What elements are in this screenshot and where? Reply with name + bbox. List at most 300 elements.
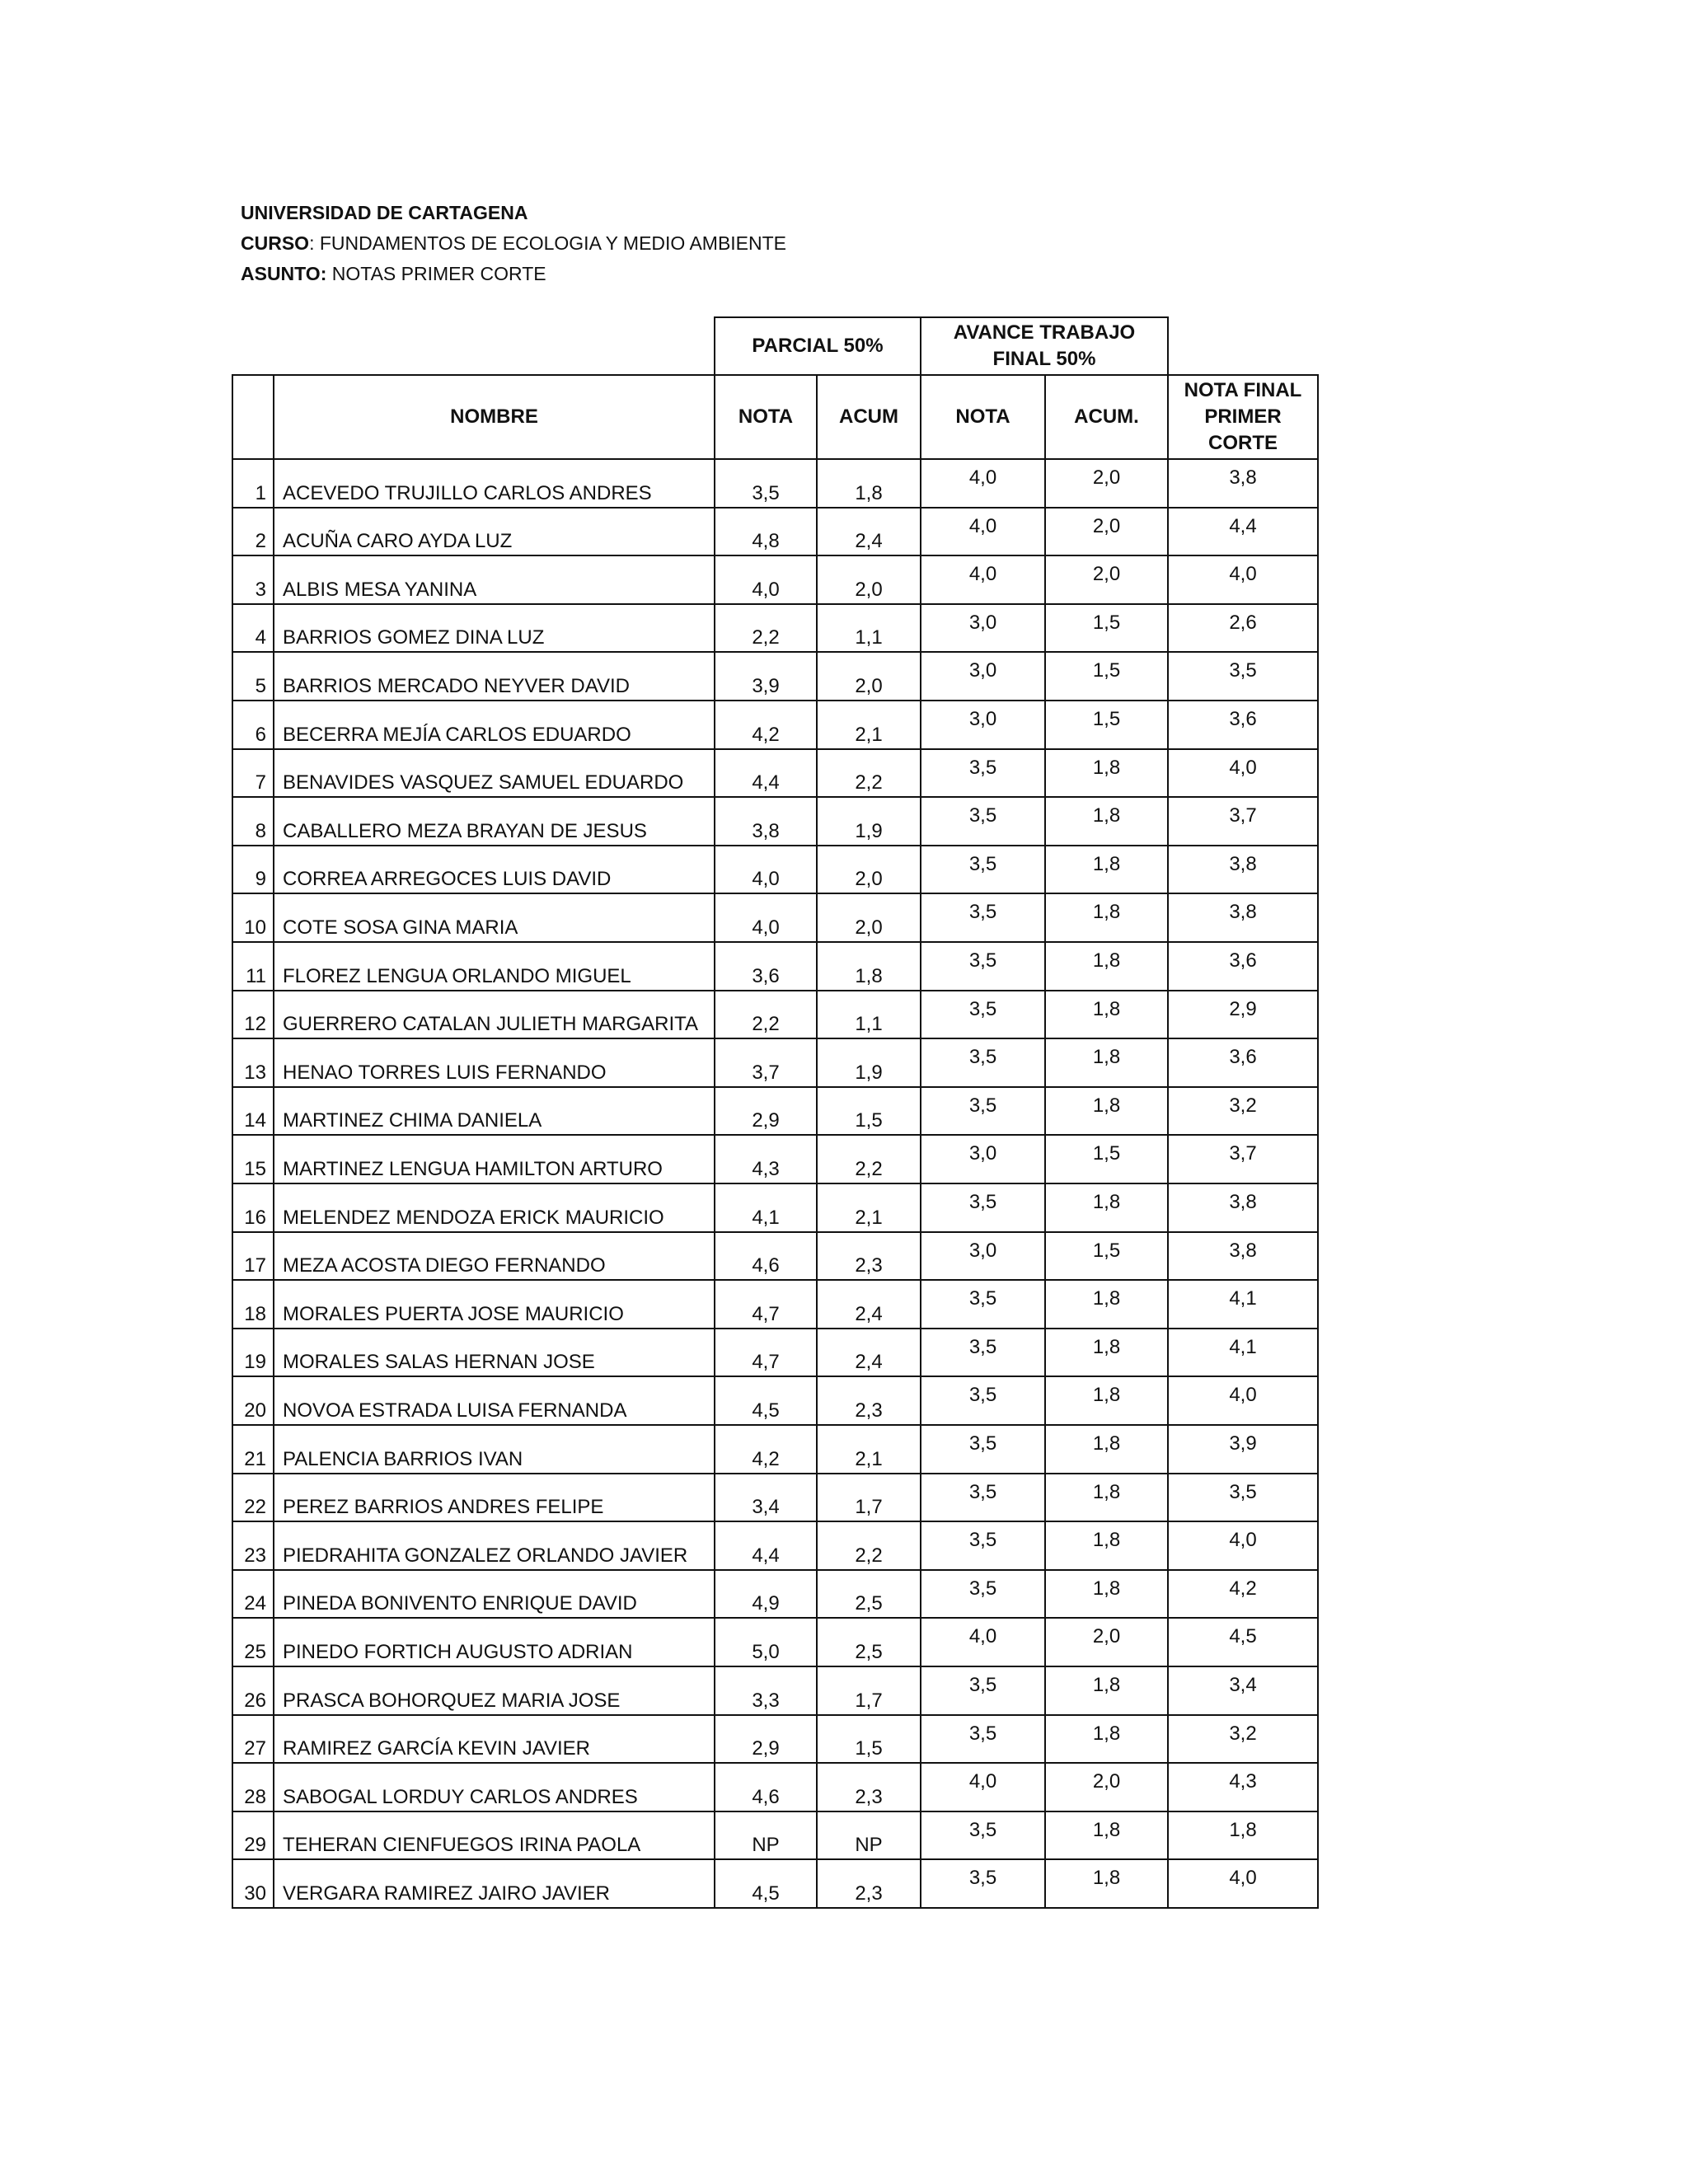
nota-final-cell [1167,1376,1319,1426]
avance-acum-value: 1,8 [1092,1577,1121,1600]
row-index-value: 27 [244,1737,266,1760]
avance-acum-value: 2,0 [1092,515,1121,537]
parcial-nota-value: 4,3 [752,1158,780,1180]
student-name-cell [273,845,715,894]
row-index-value: 11 [246,965,266,987]
parcial-nota-value: 3,9 [752,675,780,697]
column-header-parcial-nota: NOTA [714,374,818,460]
nota-final-cell [1167,1328,1319,1377]
parcial-nota-value: 4,0 [752,868,780,890]
nota-final-value: 1,8 [1229,1819,1257,1841]
nota-final-cell [1167,1038,1319,1088]
parcial-acum-cell [816,1473,921,1522]
nota-final-value: 4,0 [1229,1384,1257,1406]
parcial-nota-value: 4,4 [752,771,780,794]
row-index-cell [232,1569,274,1619]
avance-acum-cell [1044,507,1169,556]
row-index-cell [232,1183,274,1233]
avance-acum-value: 1,8 [1092,1336,1121,1358]
parcial-nota-value: 2,9 [752,1737,780,1760]
parcial-acum-cell [816,1183,921,1233]
row-index-value: 4 [255,626,266,649]
student-name-cell [273,1714,715,1764]
student-name-value: MORALES SALAS HERNAN JOSE [283,1351,595,1373]
parcial-nota-value: 4,6 [752,1786,780,1808]
avance-acum-cell [1044,700,1169,750]
parcial-nota-cell [714,555,818,605]
parcial-nota-cell [714,845,818,894]
student-name-cell [273,1134,715,1184]
nota-final-cell [1167,507,1319,556]
row-index-cell [232,1328,274,1377]
student-name-cell [273,748,715,798]
parcial-acum-value: 2,2 [855,771,883,794]
parcial-nota-cell [714,1666,818,1716]
nota-final-cell [1167,1279,1319,1329]
nota-final-value: 3,8 [1229,1191,1257,1213]
avance-acum-cell [1044,1811,1169,1860]
avance-nota-cell [920,1038,1046,1088]
avance-acum-value: 1,8 [1092,1191,1121,1213]
parcial-nota-value: 4,8 [752,530,780,552]
parcial-acum-cell [816,1617,921,1667]
parcial-nota-value: 5,0 [752,1641,780,1663]
row-index-cell [232,651,274,701]
student-name-value: VERGARA RAMIREZ JAIRO JAVIER [283,1882,610,1905]
student-name-cell [273,1811,715,1860]
nota-final-value: 4,1 [1229,1336,1257,1358]
avance-nota-cell [920,603,1046,653]
avance-acum-value: 1,8 [1092,949,1121,972]
row-index-cell [232,1617,274,1667]
row-index-value: 6 [255,724,266,746]
avance-acum-value: 1,8 [1092,998,1121,1020]
avance-nota-value: 3,5 [968,1287,997,1310]
student-name-cell [273,1858,715,1909]
parcial-nota-value: 3,7 [752,1062,780,1084]
row-index-cell [232,1424,274,1474]
group-header-parcial: PARCIAL 50% [714,316,921,376]
nota-final-cell [1167,458,1319,509]
nota-final-cell [1167,893,1319,943]
avance-acum-value: 1,8 [1092,1529,1121,1551]
nota-final-value: 3,8 [1229,901,1257,923]
avance-nota-value: 3,5 [968,1046,997,1068]
parcial-nota-value: 4,4 [752,1544,780,1567]
avance-acum-value: 1,8 [1092,804,1121,827]
student-name-value: MEZA ACOSTA DIEGO FERNANDO [283,1254,606,1277]
row-index-value: 26 [244,1690,266,1712]
parcial-nota-cell [714,1473,818,1522]
avance-acum-value: 1,8 [1092,1722,1121,1745]
row-index-cell [232,845,274,894]
parcial-acum-cell [816,1231,921,1281]
parcial-acum-value: 2,5 [855,1592,883,1615]
row-index-cell [232,1666,274,1716]
parcial-nota-cell [714,1569,818,1619]
avance-acum-cell [1044,1328,1169,1377]
student-name-cell [273,1569,715,1619]
student-name-cell [273,1762,715,1812]
parcial-nota-value: 4,1 [752,1207,780,1229]
nota-final-cell [1167,1569,1319,1619]
avance-nota-value: 3,5 [968,1191,997,1213]
student-name-value: TEHERAN CIENFUEGOS IRINA PAOLA [283,1834,641,1856]
avance-acum-cell [1044,1858,1169,1909]
row-index-value: 21 [244,1448,266,1470]
avance-nota-value: 3,0 [968,659,997,682]
avance-nota-cell [920,941,1046,991]
student-name-value: RAMIREZ GARCÍA KEVIN JAVIER [283,1737,590,1760]
nota-final-cell [1167,1714,1319,1764]
nota-final-cell [1167,1086,1319,1136]
nota-final-value: 3,7 [1229,1142,1257,1165]
row-index-cell [232,941,274,991]
parcial-nota-cell [714,1714,818,1764]
avance-nota-value: 3,5 [968,1336,997,1358]
parcial-acum-cell [816,796,921,846]
avance-acum-cell [1044,893,1169,943]
parcial-acum-value: 1,8 [855,965,883,987]
parcial-acum-value: 2,2 [855,1158,883,1180]
nota-final-value: 3,9 [1229,1432,1257,1455]
row-index-value: 16 [244,1207,266,1229]
avance-acum-value: 1,5 [1092,708,1121,730]
parcial-nota-cell [714,1231,818,1281]
avance-nota-value: 3,5 [968,1094,997,1117]
row-index-cell [232,1858,274,1909]
nota-final-cell [1167,700,1319,750]
row-index-cell [232,1038,274,1088]
student-name-value: SABOGAL LORDUY CARLOS ANDRES [283,1786,638,1808]
parcial-acum-value: 2,1 [855,1448,883,1470]
student-name-value: NOVOA ESTRADA LUISA FERNANDA [283,1399,627,1422]
student-name-cell [273,1279,715,1329]
student-name-cell [273,796,715,846]
avance-nota-cell [920,700,1046,750]
student-name-cell [273,1183,715,1233]
parcial-acum-cell [816,990,921,1039]
institution-line: UNIVERSIDAD DE CARTAGENA [241,202,528,223]
student-name-cell [273,893,715,943]
row-index-value: 14 [244,1109,266,1132]
student-name-cell [273,507,715,556]
nota-final-value: 4,2 [1229,1577,1257,1600]
nota-final-cell [1167,1424,1319,1474]
parcial-nota-cell [714,651,818,701]
student-name-cell [273,941,715,991]
nota-final-value: 3,5 [1229,1481,1257,1503]
avance-nota-cell [920,1762,1046,1812]
student-name-cell [273,603,715,653]
avance-acum-value: 1,8 [1092,1384,1121,1406]
row-index-value: 3 [255,579,266,601]
parcial-acum-value: 1,5 [855,1109,883,1132]
student-name-cell [273,990,715,1039]
document-header [241,198,786,289]
parcial-acum-value: 1,1 [855,1013,883,1035]
avance-acum-cell [1044,1376,1169,1426]
row-index-cell [232,1811,274,1860]
parcial-acum-cell [816,1762,921,1812]
avance-acum-cell [1044,603,1169,653]
row-index-value: 13 [244,1062,266,1084]
nota-final-value: 3,4 [1229,1674,1257,1696]
avance-acum-value: 2,0 [1092,563,1121,585]
avance-nota-cell [920,1521,1046,1571]
parcial-nota-cell [714,603,818,653]
parcial-nota-value: 4,5 [752,1399,780,1422]
parcial-nota-value: 4,6 [752,1254,780,1277]
parcial-acum-cell [816,1279,921,1329]
row-index-value: 29 [244,1834,266,1856]
row-index-cell [232,1279,274,1329]
nota-final-cell [1167,845,1319,894]
nota-final-cell [1167,1811,1319,1860]
parcial-nota-value: 3,6 [752,965,780,987]
row-index-value: 30 [244,1882,266,1905]
parcial-acum-cell [816,1569,921,1619]
parcial-nota-value: 2,2 [752,1013,780,1035]
nota-final-value: 4,4 [1229,515,1257,537]
nota-final-value: 4,0 [1229,1867,1257,1889]
avance-nota-value: 3,5 [968,804,997,827]
nota-final-value: 4,0 [1229,1529,1257,1551]
parcial-nota-cell [714,1424,818,1474]
parcial-acum-value: 2,1 [855,1207,883,1229]
avance-acum-cell [1044,1666,1169,1716]
nota-final-value: 3,6 [1229,949,1257,972]
avance-nota-value: 3,5 [968,757,997,779]
student-name-value: ALBIS MESA YANINA [283,579,477,601]
avance-acum-cell [1044,458,1169,509]
row-index-cell [232,603,274,653]
parcial-acum-cell [816,1086,921,1136]
student-name-value: PINEDO FORTICH AUGUSTO ADRIAN [283,1641,633,1663]
avance-acum-cell [1044,1231,1169,1281]
parcial-nota-cell [714,748,818,798]
nota-final-value: 3,8 [1229,466,1257,489]
nota-final-value: 4,1 [1229,1287,1257,1310]
student-name-value: BARRIOS GOMEZ DINA LUZ [283,626,545,649]
nota-final-cell [1167,796,1319,846]
nota-final-value: 3,8 [1229,1240,1257,1262]
student-name-value: HENAO TORRES LUIS FERNANDO [283,1062,607,1084]
student-name-cell [273,651,715,701]
nota-final-value: 4,3 [1229,1770,1257,1793]
student-name-cell [273,555,715,605]
parcial-acum-value: 2,4 [855,1351,883,1373]
nota-final-cell [1167,1183,1319,1233]
avance-nota-value: 3,5 [968,1481,997,1503]
avance-acum-cell [1044,555,1169,605]
parcial-nota-value: NP [752,1834,780,1856]
parcial-nota-cell [714,990,818,1039]
row-index-value: 28 [244,1786,266,1808]
parcial-acum-cell [816,603,921,653]
row-index-cell [232,458,274,509]
nota-final-value: 2,6 [1229,612,1257,634]
parcial-nota-cell [714,700,818,750]
parcial-acum-value: 2,4 [855,530,883,552]
avance-nota-cell [920,1617,1046,1667]
avance-nota-cell [920,1473,1046,1522]
avance-acum-cell [1044,1617,1169,1667]
parcial-nota-value: 4,7 [752,1303,780,1325]
row-index-value: 17 [244,1254,266,1277]
avance-nota-cell [920,1569,1046,1619]
row-index-value: 9 [255,868,266,890]
student-name-value: COTE SOSA GINA MARIA [283,916,518,939]
parcial-acum-cell [816,748,921,798]
parcial-acum-value: 2,0 [855,579,883,601]
avance-acum-value: 1,8 [1092,853,1121,875]
parcial-nota-value: 3,8 [752,820,780,842]
avance-nota-value: 3,5 [968,1819,997,1841]
row-index-value: 18 [244,1303,266,1325]
nota-final-value: 4,5 [1229,1625,1257,1647]
parcial-nota-value: 4,2 [752,1448,780,1470]
row-index-value: 5 [255,675,266,697]
avance-nota-value: 3,5 [968,1722,997,1745]
avance-nota-value: 4,0 [968,563,997,585]
nota-final-value: 3,6 [1229,708,1257,730]
nota-final-cell [1167,1521,1319,1571]
parcial-acum-cell [816,555,921,605]
student-name-value: PALENCIA BARRIOS IVAN [283,1448,523,1470]
parcial-acum-cell [816,1714,921,1764]
avance-nota-cell [920,1086,1046,1136]
nota-final-value: 3,2 [1229,1094,1257,1117]
parcial-acum-value: 1,5 [855,1737,883,1760]
row-index-value: 12 [244,1013,266,1035]
avance-nota-cell [920,507,1046,556]
avance-nota-value: 3,5 [968,1529,997,1551]
parcial-nota-value: 4,2 [752,724,780,746]
subject-line: ASUNTO: NOTAS PRIMER CORTE [241,263,546,284]
avance-acum-cell [1044,1424,1169,1474]
student-name-cell [273,700,715,750]
avance-nota-value: 3,5 [968,901,997,923]
row-index-cell [232,555,274,605]
parcial-nota-value: 3,5 [752,482,780,504]
row-index-value: 20 [244,1399,266,1422]
avance-acum-cell [1044,1714,1169,1764]
nota-final-value: 4,0 [1229,757,1257,779]
avance-acum-cell [1044,651,1169,701]
parcial-nota-cell [714,1762,818,1812]
nota-final-cell [1167,990,1319,1039]
student-name-cell [273,1231,715,1281]
student-name-value: BARRIOS MERCADO NEYVER DAVID [283,675,630,697]
nota-final-value: 3,5 [1229,659,1257,682]
nota-final-value: 3,6 [1229,1046,1257,1068]
avance-acum-value: 2,0 [1092,1770,1121,1793]
nota-final-cell [1167,1617,1319,1667]
parcial-acum-value: 1,9 [855,1062,883,1084]
parcial-nota-value: 4,0 [752,916,780,939]
parcial-nota-cell [714,893,818,943]
parcial-acum-cell [816,1328,921,1377]
avance-nota-value: 4,0 [968,1770,997,1793]
avance-acum-cell [1044,845,1169,894]
parcial-acum-cell [816,1134,921,1184]
avance-nota-cell [920,1811,1046,1860]
avance-acum-value: 1,8 [1092,901,1121,923]
row-index-value: 7 [255,771,266,794]
row-index-value: 10 [244,916,266,939]
parcial-acum-cell [816,941,921,991]
student-name-value: GUERRERO CATALAN JULIETH MARGARITA [283,1013,699,1035]
parcial-acum-value: 2,0 [855,868,883,890]
avance-acum-cell [1044,941,1169,991]
avance-nota-cell [920,1666,1046,1716]
parcial-acum-cell [816,1038,921,1088]
student-name-cell [273,1666,715,1716]
avance-nota-value: 3,5 [968,1674,997,1696]
student-name-value: BECERRA MEJÍA CARLOS EDUARDO [283,724,631,746]
avance-acum-cell [1044,1086,1169,1136]
row-index-value: 15 [244,1158,266,1180]
row-index-value: 19 [244,1351,266,1373]
avance-acum-cell [1044,1569,1169,1619]
avance-acum-cell [1044,1279,1169,1329]
nota-final-value: 2,9 [1229,998,1257,1020]
avance-nota-cell [920,1376,1046,1426]
parcial-nota-cell [714,796,818,846]
parcial-acum-value: 1,9 [855,820,883,842]
avance-nota-value: 3,0 [968,708,997,730]
nota-final-value: 4,0 [1229,563,1257,585]
row-index-cell [232,893,274,943]
student-name-cell [273,1086,715,1136]
student-name-value: ACEVEDO TRUJILLO CARLOS ANDRES [283,482,652,504]
course-line: CURSO: FUNDAMENTOS DE ECOLOGIA Y MEDIO AMBIENTE [241,232,787,254]
parcial-acum-cell [816,1376,921,1426]
nota-final-value: 3,7 [1229,804,1257,827]
parcial-nota-value: 4,0 [752,579,780,601]
avance-nota-value: 3,5 [968,853,997,875]
column-header-nota-final: NOTA FINAL PRIMER CORTE [1167,374,1319,460]
row-index-cell [232,796,274,846]
avance-nota-value: 3,0 [968,612,997,634]
avance-acum-value: 1,5 [1092,1240,1121,1262]
parcial-acum-cell [816,458,921,509]
avance-nota-value: 3,5 [968,949,997,972]
student-name-cell [273,1376,715,1426]
avance-nota-cell [920,796,1046,846]
avance-nota-cell [920,1231,1046,1281]
avance-acum-cell [1044,1762,1169,1812]
row-index-cell [232,1134,274,1184]
nota-final-cell [1167,1473,1319,1522]
avance-nota-value: 3,5 [968,1432,997,1455]
parcial-acum-cell [816,845,921,894]
avance-acum-value: 2,0 [1092,466,1121,489]
avance-nota-value: 3,5 [968,1384,997,1406]
parcial-nota-value: 2,9 [752,1109,780,1132]
student-name-value: PIEDRAHITA GONZALEZ ORLANDO JAVIER [283,1544,688,1567]
avance-nota-value: 3,0 [968,1240,997,1262]
parcial-nota-cell [714,1521,818,1571]
parcial-nota-value: 4,5 [752,1882,780,1905]
avance-acum-value: 1,8 [1092,757,1121,779]
nota-final-cell [1167,1666,1319,1716]
student-name-cell [273,1038,715,1088]
parcial-acum-cell [816,893,921,943]
avance-nota-value: 4,0 [968,515,997,537]
avance-nota-cell [920,1134,1046,1184]
